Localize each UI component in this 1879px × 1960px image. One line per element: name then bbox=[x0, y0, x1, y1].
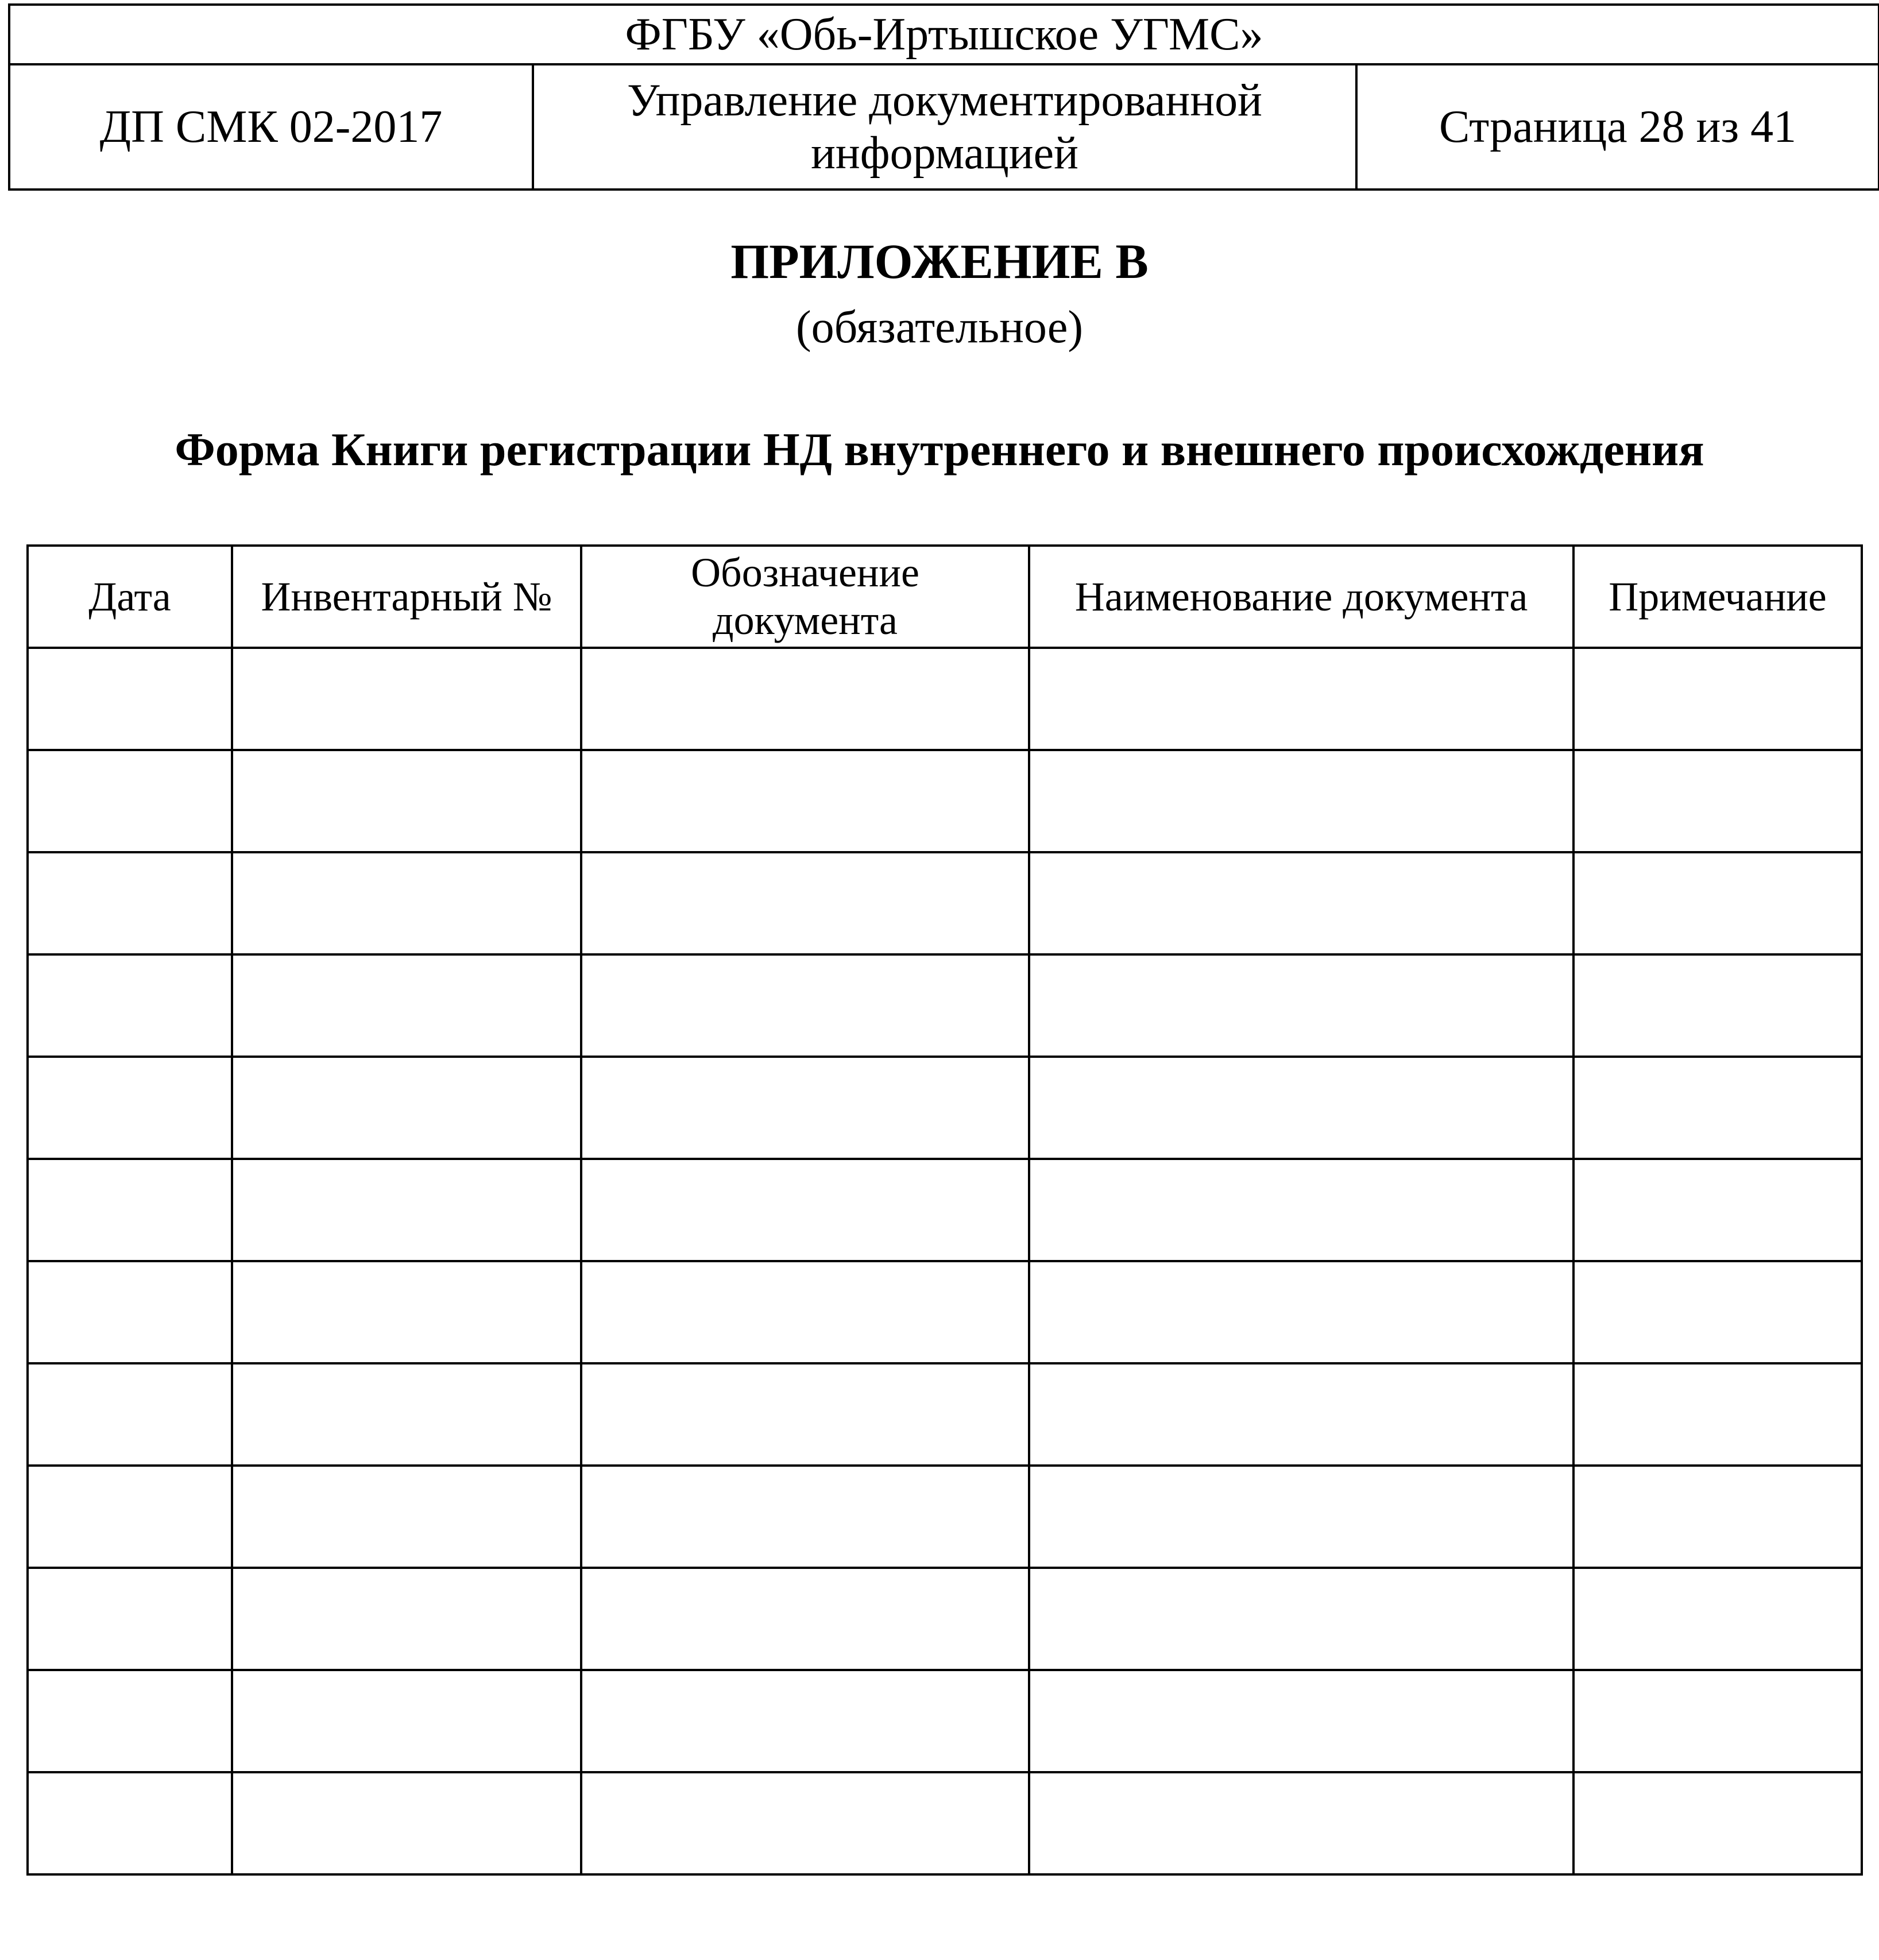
table-cell bbox=[1573, 852, 1862, 954]
table-cell bbox=[1029, 852, 1573, 954]
table-cell bbox=[581, 1772, 1029, 1874]
table-cell bbox=[1573, 1159, 1862, 1261]
column-header-inventory-number: Инвентарный № bbox=[232, 546, 581, 648]
table-cell bbox=[28, 1057, 232, 1159]
table-cell bbox=[1029, 648, 1573, 750]
table-row bbox=[28, 1159, 1862, 1261]
table-cell bbox=[28, 750, 232, 852]
table-cell bbox=[581, 1568, 1029, 1670]
table-cell bbox=[581, 954, 1029, 1057]
table-cell bbox=[581, 1363, 1029, 1466]
table-cell bbox=[232, 1466, 581, 1568]
table-cell bbox=[232, 1057, 581, 1159]
table-cell bbox=[581, 648, 1029, 750]
table-cell bbox=[1573, 954, 1862, 1057]
table-cell bbox=[28, 1568, 232, 1670]
table-cell bbox=[28, 1363, 232, 1466]
column-header-document-designation: Обозначение документа bbox=[581, 546, 1029, 648]
table-cell bbox=[1029, 1261, 1573, 1363]
table-row bbox=[28, 852, 1862, 954]
table-cell bbox=[232, 852, 581, 954]
table-cell bbox=[232, 750, 581, 852]
table-cell bbox=[1573, 1568, 1862, 1670]
table-cell bbox=[581, 852, 1029, 954]
table-cell bbox=[1573, 1057, 1862, 1159]
table-row bbox=[28, 1363, 1862, 1466]
table-cell bbox=[1029, 954, 1573, 1057]
appendix-title: ПРИЛОЖЕНИЕ В bbox=[730, 234, 1149, 289]
table-cell bbox=[1573, 1670, 1862, 1772]
table-cell bbox=[232, 1261, 581, 1363]
table-cell bbox=[232, 1159, 581, 1261]
table-cell bbox=[28, 1466, 232, 1568]
page-info: Страница 28 из 41 bbox=[1356, 64, 1879, 190]
table-cell bbox=[581, 1057, 1029, 1159]
table-cell bbox=[28, 1159, 232, 1261]
table-cell bbox=[1029, 1159, 1573, 1261]
table-cell bbox=[1029, 1363, 1573, 1466]
column-header-document-name: Наименование документа bbox=[1029, 546, 1573, 648]
table-cell bbox=[581, 1466, 1029, 1568]
table-cell bbox=[232, 1670, 581, 1772]
table-cell bbox=[1029, 1568, 1573, 1670]
table-cell bbox=[28, 954, 232, 1057]
table-cell bbox=[232, 648, 581, 750]
table-cell bbox=[1573, 1261, 1862, 1363]
table-cell bbox=[581, 750, 1029, 852]
table-cell bbox=[28, 1772, 232, 1874]
document-title: Управление документированной информацией bbox=[533, 64, 1356, 190]
document-code: ДП СМК 02-2017 bbox=[9, 64, 533, 190]
appendix-subtitle: (обязательное) bbox=[796, 302, 1083, 353]
table-cell bbox=[28, 648, 232, 750]
table-cell bbox=[232, 954, 581, 1057]
table-cell bbox=[28, 852, 232, 954]
table-cell bbox=[1029, 1057, 1573, 1159]
column-header-date: Дата bbox=[28, 546, 232, 648]
document-header bbox=[8, 3, 1879, 191]
table-cell bbox=[1573, 1772, 1862, 1874]
table-row bbox=[28, 1568, 1862, 1670]
table-cell bbox=[1573, 648, 1862, 750]
table-cell bbox=[1029, 1670, 1573, 1772]
table-header-row bbox=[28, 546, 1862, 648]
table-cell bbox=[1029, 1772, 1573, 1874]
table-cell bbox=[1573, 1363, 1862, 1466]
form-title: Форма Книги регистрации НД внутреннего и внешнего происхождения bbox=[175, 423, 1704, 475]
table-body bbox=[28, 648, 1862, 1874]
table-cell bbox=[1029, 1466, 1573, 1568]
table-cell bbox=[581, 1670, 1029, 1772]
table-row bbox=[28, 1261, 1862, 1363]
table-row bbox=[28, 1466, 1862, 1568]
column-header-note: Примечание bbox=[1573, 546, 1862, 648]
table-row bbox=[28, 1670, 1862, 1772]
registration-table bbox=[26, 544, 1863, 1876]
table-cell bbox=[28, 1261, 232, 1363]
table-cell bbox=[581, 1159, 1029, 1261]
organization-name: ФГБУ «Обь-Иртышское УГМС» bbox=[9, 5, 1879, 64]
table-cell bbox=[581, 1261, 1029, 1363]
table-row bbox=[28, 954, 1862, 1057]
table-cell bbox=[1573, 750, 1862, 852]
table-cell bbox=[232, 1568, 581, 1670]
table-cell bbox=[232, 1363, 581, 1466]
table-cell bbox=[1029, 750, 1573, 852]
table-row bbox=[28, 1057, 1862, 1159]
table-row bbox=[28, 648, 1862, 750]
table-row bbox=[28, 1772, 1862, 1874]
table-cell bbox=[1573, 1466, 1862, 1568]
table-cell bbox=[232, 1772, 581, 1874]
table-cell bbox=[28, 1670, 232, 1772]
table-row bbox=[28, 750, 1862, 852]
